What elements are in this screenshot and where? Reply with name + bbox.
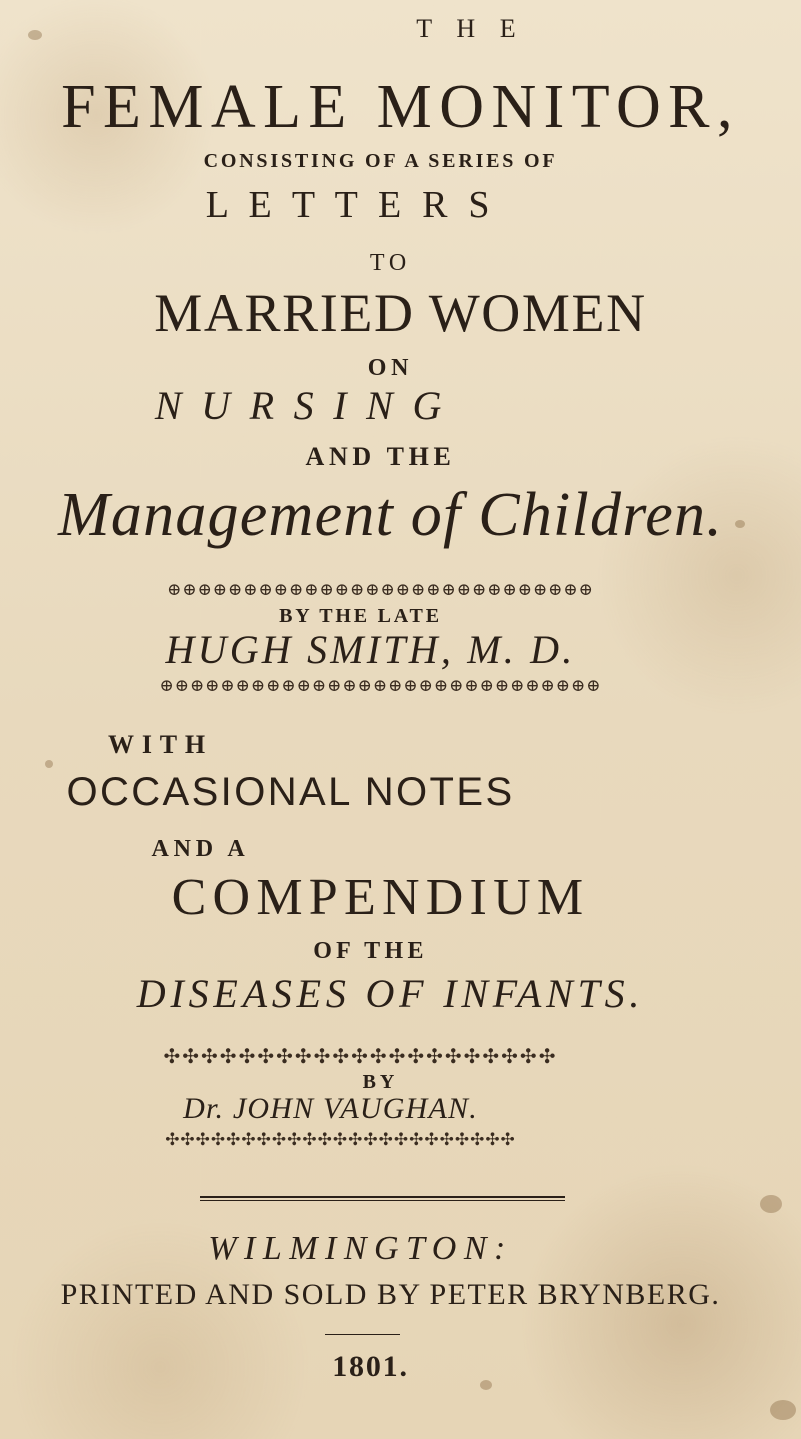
occasional-notes-line: OCCASIONAL NOTES	[66, 770, 515, 814]
by-line: BY	[362, 1071, 399, 1093]
printer-line: PRINTED AND SOLD BY PETER BRYNBERG.	[60, 1278, 721, 1311]
the-heading: T H E	[416, 14, 525, 43]
diseases-line: DISEASES OF INFANTS.	[136, 971, 645, 1016]
foxing-spot	[760, 1195, 782, 1213]
compendium-line: COMPENDIUM	[171, 869, 590, 926]
foxing-spot	[28, 30, 42, 40]
nursing-line: N U R S I N G	[154, 383, 447, 428]
on-line: ON	[367, 355, 414, 381]
year-line: 1801.	[332, 1350, 409, 1383]
foxing-spot	[770, 1400, 796, 1420]
consisting-line: CONSISTING OF A SERIES OF	[203, 150, 558, 172]
with-line: WITH	[108, 730, 213, 759]
ornament-row-2: ⊕⊕⊕⊕⊕⊕⊕⊕⊕⊕⊕⊕⊕⊕⊕⊕⊕⊕⊕⊕⊕⊕⊕⊕⊕⊕⊕⊕⊕	[159, 676, 602, 695]
management-line: Management of Children.	[57, 481, 724, 549]
foxing-spot	[480, 1380, 492, 1390]
foxing-spot	[735, 520, 745, 528]
married-women-line: MARRIED WOMEN	[154, 283, 647, 343]
ornament-row-3: ✣✣✣✣✣✣✣✣✣✣✣✣✣✣✣✣✣✣✣✣✣	[163, 1046, 558, 1068]
to-line: TO	[369, 250, 412, 276]
double-rule-bottom	[200, 1200, 565, 1201]
ornament-row-4: ✣✣✣✣✣✣✣✣✣✣✣✣✣✣✣✣✣✣✣✣✣✣✣	[165, 1130, 516, 1149]
place-line: WILMINGTON:	[208, 1230, 513, 1267]
main-title: FEMALE MONITOR,	[61, 73, 740, 141]
by-the-late-line: BY THE LATE	[279, 605, 442, 627]
and-a-line: AND A	[151, 836, 250, 862]
ornament-row-1: ⊕⊕⊕⊕⊕⊕⊕⊕⊕⊕⊕⊕⊕⊕⊕⊕⊕⊕⊕⊕⊕⊕⊕⊕⊕⊕⊕⊕	[167, 580, 594, 599]
author-line: HUGH SMITH, M. D.	[165, 627, 576, 672]
of-the-line: OF THE	[313, 938, 428, 964]
foxing-spot	[45, 760, 53, 768]
letters-line: L E T T E R S	[205, 184, 496, 226]
double-rule-top	[200, 1196, 565, 1198]
and-the-line: AND THE	[305, 442, 456, 471]
editor-line: Dr. JOHN VAUGHAN.	[183, 1092, 478, 1125]
short-rule	[325, 1334, 400, 1335]
